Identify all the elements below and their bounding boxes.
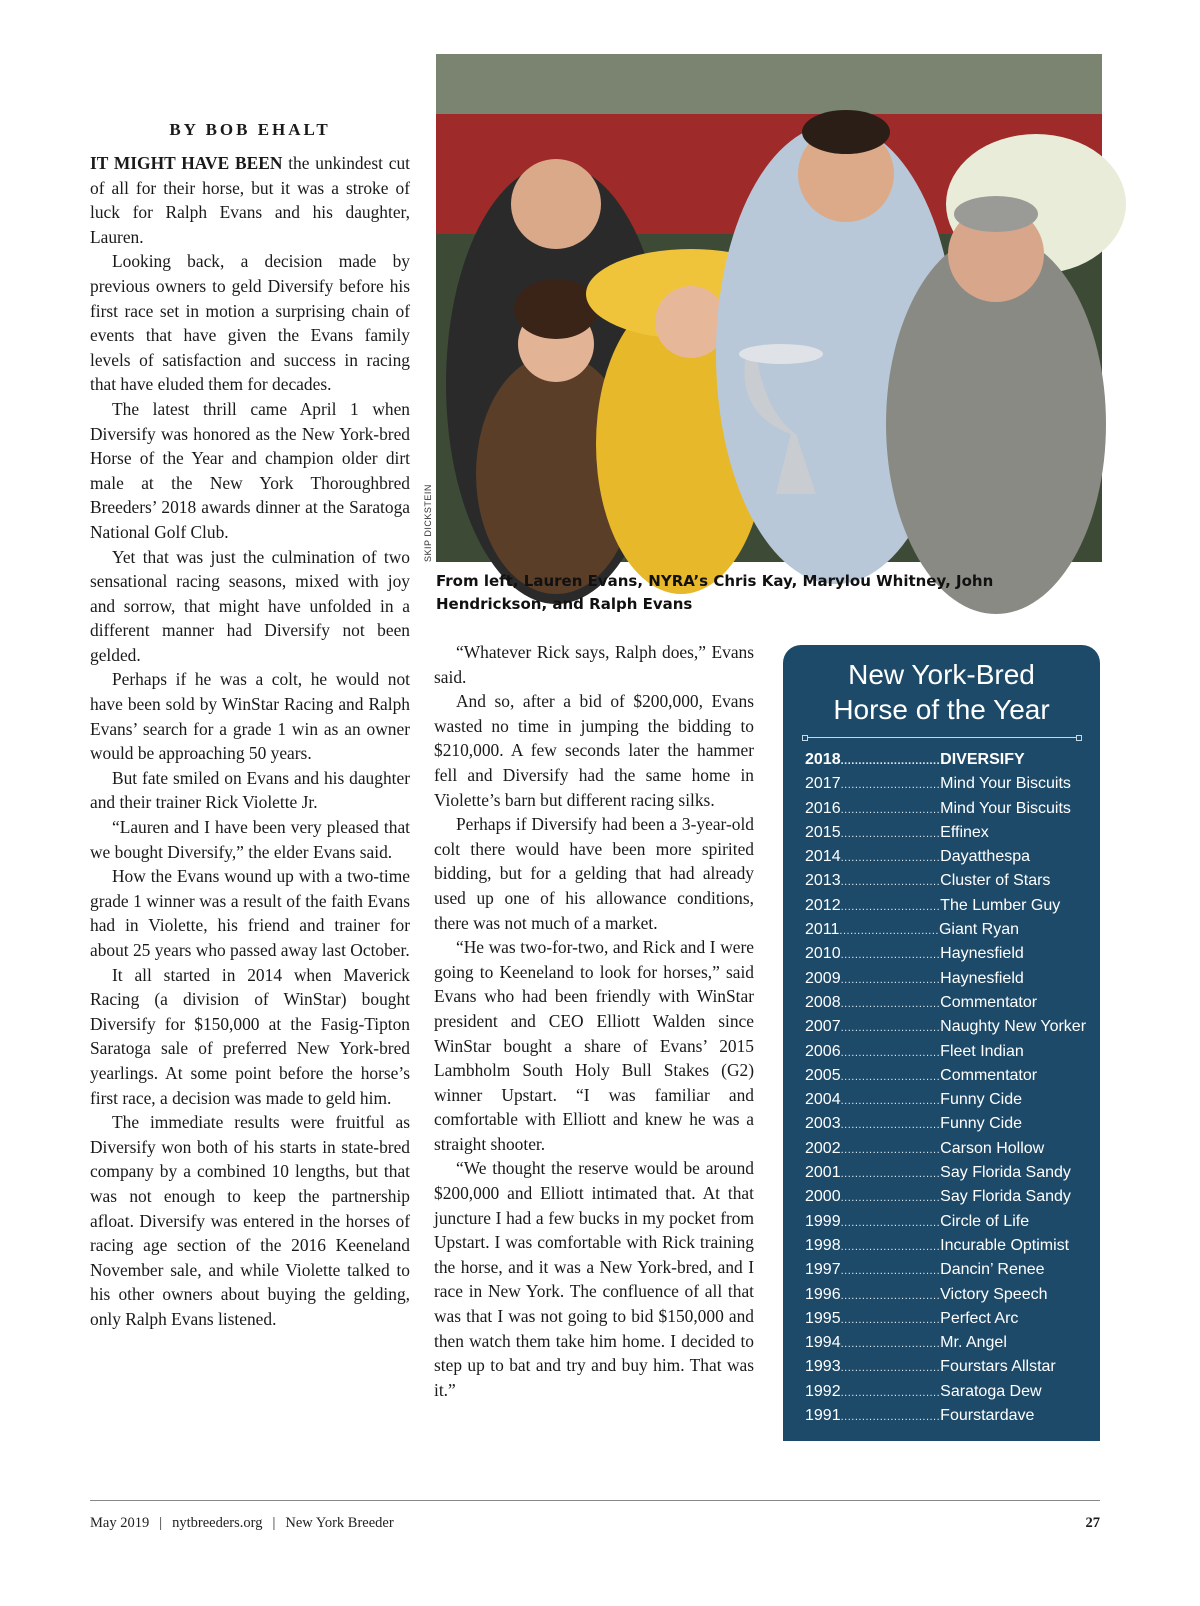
article-paragraph: But fate smiled on Evans and his daughter and their trainer Rick Violette Jr. [90, 767, 410, 813]
winner-year: 2003 [805, 1115, 841, 1133]
winner-horse: Giant Ryan [938, 921, 1020, 939]
sidebar-title-line: New York-Bred [848, 659, 1035, 690]
leader-dots: ............................ [840, 900, 941, 913]
winner-year: 2016 [805, 799, 841, 817]
winner-horse: Haynesfield [940, 945, 1024, 963]
footer-divider [90, 1500, 1100, 1501]
article-paragraph: “We thought the reserve would be around $200,000 and Elliott intimated that. At that juncture I had a few bucks in my pocket from Upstart. I was comfortable with Rick training the horse, and it was a New York-bred, and I race in New York. The confluence of all that was that I was not going to bid $150,000 and then watch them take him home. I decided to step up to bat and try and buy him. That was it.” [434, 1158, 754, 1400]
winner-horse: DIVERSIFY [940, 751, 1025, 768]
article-paragraph: The latest thrill came April 1 when Diversify was honored as the New York-bred Horse of the Year and champion older dirt male at the New York Thoroughbred Breeders’ 2018 awards dinner at the Saratoga National Golf Club. [90, 398, 410, 542]
winner-year: 2014 [805, 848, 841, 866]
winner-year: 2002 [805, 1139, 841, 1157]
winner-horse: Funny Cide [940, 1115, 1022, 1133]
winner-year: 1996 [805, 1285, 841, 1303]
winner-year: 1991 [805, 1407, 841, 1425]
lead-in: IT MIGHT HAVE BEEN [90, 153, 283, 173]
winner-horse: Fourstardave [940, 1407, 1035, 1425]
winner-row [805, 872, 1090, 896]
winner-horse: Effinex [940, 823, 989, 841]
winner-horse: Perfect Arc [940, 1309, 1019, 1327]
winner-row [805, 994, 1090, 1018]
article-paragraph: It all started in 2014 when Maverick Racing (a division of WinStar) bought Diversify for $150,000 at the Fasig-Tipton Saratoga sale of preferred New York-bred yearlings. At some point before the horse’s first race, a decision was made to geld him. [90, 964, 410, 1108]
leader-dots: ............................ [840, 997, 941, 1010]
sidebar-divider [805, 737, 1079, 738]
winner-year: 2010 [805, 945, 841, 963]
paragraph-text: the unkindest cut of all for their horse, but it was a stroke of luck for Ralph Evans and his daughter, Lauren. [90, 153, 410, 247]
sidebar-title-line: Horse of the Year [833, 694, 1050, 725]
winner-year: 2013 [805, 872, 841, 890]
winner-row [805, 1261, 1090, 1285]
winner-horse: Say Florida Sandy [940, 1188, 1071, 1206]
winner-year: 1994 [805, 1334, 841, 1352]
winner-row [805, 1407, 1090, 1431]
winner-row [805, 775, 1090, 799]
winner-row [805, 1140, 1090, 1164]
leader-dots: ............................ [840, 973, 941, 986]
winner-horse: Mind Your Biscuits [940, 775, 1071, 793]
leader-dots: ............................ [840, 852, 941, 865]
winner-horse: Commentator [940, 993, 1038, 1011]
leader-dots: ............................ [839, 925, 939, 938]
winner-horse: Haynesfield [940, 969, 1024, 987]
winner-year: 1999 [805, 1212, 841, 1230]
leader-dots: ............................ [840, 1411, 941, 1424]
winner-horse: Victory Speech [940, 1285, 1048, 1303]
leader-dots: ............................ [840, 1265, 941, 1278]
winner-row [805, 945, 1090, 969]
leader-dots: ............................ [840, 1022, 941, 1035]
winner-row [805, 1115, 1090, 1139]
winner-row [805, 1383, 1090, 1407]
leader-dots: ............................ [840, 1143, 941, 1156]
winner-year: 2000 [805, 1188, 841, 1206]
winner-row [805, 1067, 1090, 1091]
winner-row [805, 970, 1090, 994]
winner-year: 2004 [805, 1091, 841, 1109]
leader-dots: ............................ [840, 1362, 941, 1375]
winner-row [805, 1213, 1090, 1237]
winners-list [805, 751, 1090, 1431]
winner-year: 2015 [805, 823, 841, 841]
winner-row [805, 1286, 1090, 1310]
article-paragraph: “Whatever Rick says, Ralph does,” Evans said. [434, 642, 754, 687]
winner-year: 2008 [805, 993, 841, 1011]
footer-separator: | [159, 1515, 163, 1531]
article-paragraph: And so, after a bid of $200,000, Evans wasted no time in jumping the bidding to $210,000. A few seconds later the hammer fell and Diversify had the same home in Violette’s barn but different racing silks. [434, 691, 754, 810]
leader-dots: ............................ [840, 949, 941, 962]
horse-of-year-sidebar [783, 645, 1100, 1441]
footer-date: May 2019 [90, 1515, 150, 1531]
leader-dots: ............................ [840, 876, 941, 889]
winner-row [805, 751, 1090, 775]
winner-year: 2012 [805, 896, 841, 914]
leader-dots: ............................ [840, 1313, 941, 1326]
article-paragraph: Perhaps if he was a colt, he would not have been sold by WinStar Racing and Ralph Evans’ search for a grade 1 win as an owner would be approaching 50 years. [90, 669, 410, 764]
winner-row [805, 1310, 1090, 1334]
photo-illustration [436, 54, 1102, 562]
leader-dots: ............................ [840, 827, 941, 840]
winner-horse: Incurable Optimist [940, 1236, 1070, 1254]
sidebar-title [783, 657, 1100, 727]
article-paragraph [90, 151, 410, 249]
winner-row [805, 1188, 1090, 1212]
article-paragraph: How the Evans wound up with a two-time grade 1 winner was a result of the faith Evans had in Violette, his friend and trainer for about 25 years who passed away last October. [90, 866, 410, 960]
leader-dots: ............................ [840, 1289, 941, 1302]
winner-horse: Cluster of Stars [940, 872, 1051, 890]
leader-dots: ............................ [840, 755, 941, 767]
leader-dots: ............................ [840, 1070, 941, 1083]
winner-year: 2018 [805, 751, 841, 768]
winner-year: 1997 [805, 1261, 841, 1279]
leader-dots: ............................ [840, 1168, 941, 1181]
winner-row [805, 1334, 1090, 1358]
winner-row [805, 848, 1090, 872]
article-paragraph: Perhaps if Diversify had been a 3-year-old colt there would have been more spirited bidding, but for a gelding that had already used up one of his allowance conditions, there was not much of a market. [434, 814, 754, 933]
winner-horse: Dancin’ Renee [940, 1261, 1045, 1279]
article-paragraph: The immediate results were fruitful as Diversify won both of his starts in state-bred company by a combined 10 lengths, but that was not enough to keep the partnership afloat. Diversify was entered in the horses of racing age section of the 2016 Keeneland November sale, and while Violette talked to his other owners about buying the gelding, only Ralph Evans listened. [90, 1112, 410, 1329]
winner-year: 2006 [805, 1042, 841, 1060]
winner-horse: Mr. Angel [940, 1334, 1007, 1352]
footer-separator: | [272, 1515, 276, 1531]
article-column-1 [90, 151, 410, 1332]
award-photo [436, 54, 1102, 562]
photo-caption: From left, Lauren Evans, NYRA’s Chris Kay, Marylou Whitney, John Hendrickson, and Ralph Evans [436, 572, 994, 613]
leader-dots: ............................ [840, 1216, 941, 1229]
winner-horse: Say Florida Sandy [940, 1164, 1071, 1182]
photo-credit: SKIP DICKSTEIN [423, 484, 433, 562]
winner-year: 2005 [805, 1066, 841, 1084]
winner-year: 1993 [805, 1358, 841, 1376]
winner-year: 1992 [805, 1382, 841, 1400]
leader-dots: ............................ [840, 1046, 941, 1059]
winner-year: 2009 [805, 969, 841, 987]
winner-year: 1998 [805, 1236, 841, 1254]
winner-year: 2007 [805, 1018, 841, 1036]
winner-row [805, 1237, 1090, 1261]
winner-horse: Dayatthespa [940, 848, 1031, 866]
page-number: 27 [1085, 1515, 1100, 1531]
article-paragraph: “Lauren and I have been very pleased that we bought Diversify,” the elder Evans said. [90, 817, 410, 862]
footer [90, 1515, 394, 1532]
leader-dots: ............................ [840, 1386, 941, 1399]
winner-year: 2001 [805, 1164, 841, 1182]
winner-horse: The Lumber Guy [940, 896, 1061, 914]
winner-row [805, 921, 1090, 945]
article-paragraph: Looking back, a decision made by previous owners to geld Diversify before his first race set in motion a surprising chain of events that have given the Evans family levels of satisfaction and success in racing that have eluded them for decades. [90, 251, 410, 395]
footer-publication: New York Breeder [285, 1515, 394, 1531]
byline: BY BOB EHALT [169, 120, 331, 139]
winner-year: 2011 [805, 921, 840, 939]
article-column-2 [434, 640, 754, 1402]
winner-year: 2017 [805, 775, 841, 793]
leader-dots: ............................ [840, 1192, 941, 1205]
winner-horse: Mind Your Biscuits [940, 799, 1071, 817]
leader-dots: ............................ [840, 1240, 941, 1253]
winner-row [805, 1091, 1090, 1115]
winner-row [805, 1018, 1090, 1042]
leader-dots: ............................ [840, 1119, 941, 1132]
winner-row [805, 897, 1090, 921]
winner-year: 1995 [805, 1309, 841, 1327]
winner-horse: Naughty New Yorker [940, 1018, 1087, 1036]
winner-horse: Carson Hollow [940, 1139, 1045, 1157]
winner-row [805, 824, 1090, 848]
winner-horse: Funny Cide [940, 1091, 1022, 1109]
winner-horse: Commentator [940, 1066, 1038, 1084]
footer-site: nytbreeders.org [172, 1515, 263, 1531]
winner-horse: Fourstars Allstar [940, 1358, 1056, 1376]
leader-dots: ............................ [840, 1338, 941, 1351]
leader-dots: ............................ [840, 1095, 941, 1108]
winner-row [805, 1043, 1090, 1067]
winner-horse: Circle of Life [940, 1212, 1030, 1230]
winner-row [805, 800, 1090, 824]
winner-row [805, 1164, 1090, 1188]
article-paragraph: Yet that was just the culmination of two sensational racing seasons, mixed with joy and sorrow, that might have unfolded in a different manner had Diversify not been gelded. [90, 546, 410, 665]
leader-dots: ............................ [840, 803, 941, 816]
winner-horse: Saratoga Dew [940, 1382, 1042, 1400]
winner-row [805, 1358, 1090, 1382]
leader-dots: ............................ [840, 779, 941, 792]
winner-horse: Fleet Indian [940, 1042, 1024, 1060]
article-paragraph: “He was two-for-two, and Rick and I were going to Keeneland to look for horses,” said Evans who had been friendly with WinStar president and CEO Elliott Walden since WinStar bought a share of Evans’ 2015 Lambholm South Holy Bull Stakes (G2) winner Upstart. “I was familiar and comfortable with Elliott and knew he was a straight shooter. [434, 937, 754, 1154]
